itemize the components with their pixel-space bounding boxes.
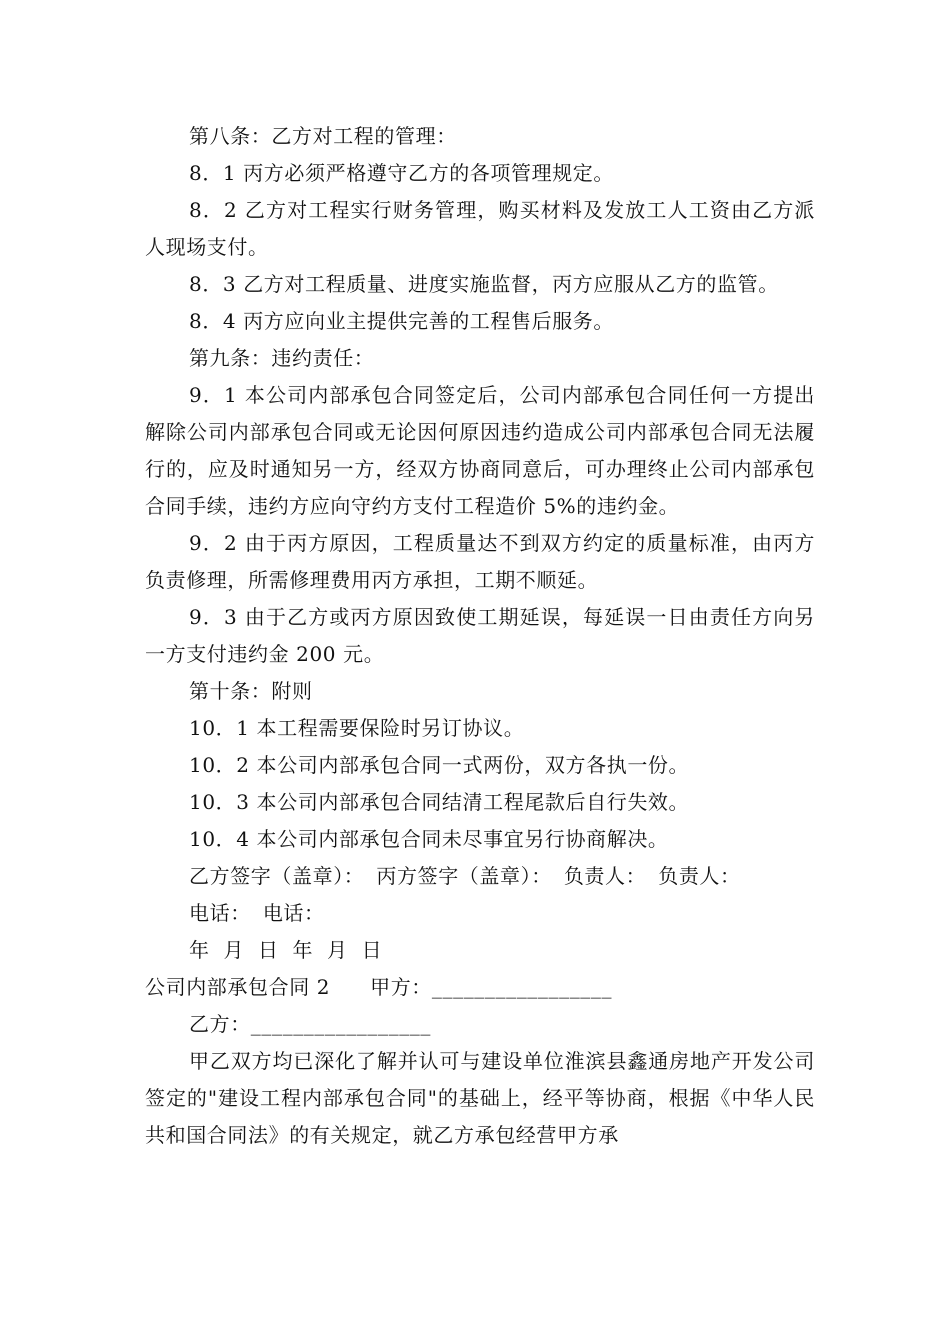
article-9-heading: 第九条：违约责任： (189, 346, 375, 370)
clause-9-2: 9．2 由于丙方原因，工程质量达不到双方约定的质量标准，由丙方负责修理，所需修理费用丙方承担，工期不顺延。 (145, 531, 815, 592)
clause-10-2: 10．2 本公司内部承包合同一式两份，双方各执一份。 (189, 753, 690, 777)
responsible-label-1: 负责人： (563, 864, 647, 888)
responsible-label-2: 负责人： (658, 864, 741, 888)
yi-signature-label: 乙方签字（盖章）： (189, 864, 365, 888)
party-a-field: 甲方：_________________ (370, 975, 613, 999)
phone-line (145, 895, 815, 932)
clause-9-3: 9．3 由于乙方或丙方原因致使工期延误，每延误一日由责任方向另一方支付违约金 200 元。 (145, 605, 815, 666)
contract-2-intro: 甲乙双方均已深化了解并认可与建设单位淮滨县鑫通房地产开发公司签定的"建设工程内部承包合同"的基础上，经平等协商，根据《中华人民共和国合同法》的有关规定，就乙方承包经营甲方承 (145, 1049, 815, 1147)
clause-10-3: 10．3 本公司内部承包合同结清工程尾款后自行失效。 (189, 790, 690, 814)
clause-8-3: 8．3 乙方对工程质量、进度实施监督，丙方应服从乙方的监管。 (189, 272, 779, 296)
signature-line (145, 858, 815, 895)
party-b-field: 乙方：_________________ (189, 1012, 431, 1036)
clause-8-4: 8．4 丙方应向业主提供完善的工程售后服务。 (189, 309, 615, 333)
contract-body (145, 118, 815, 1154)
phone-label-1: 电话： (189, 901, 251, 925)
date-line: 年 月 日 年 月 日 (189, 938, 383, 962)
clause-10-4: 10．4 本公司内部承包合同未尽事宜另行协商解决。 (189, 827, 669, 851)
article-8-heading: 第八条：乙方对工程的管理： (189, 124, 457, 148)
bing-signature-label: 丙方签字（盖章）： (376, 864, 552, 888)
clause-9-1: 9．1 本公司内部承包合同签定后，公司内部承包合同任何一方提出解除公司内部承包合同或无论因何原因违约造成公司内部承包合同无法履行的，应及时通知另一方，经双方协商同意后，可办理终止公司内部承包合同手续，违约方应向守约方支付工程造价 5%的违约金。 (145, 383, 815, 518)
clause-8-2: 8．2 乙方对工程实行财务管理，购买材料及发放工人工资由乙方派人现场支付。 (145, 198, 815, 259)
article-10-heading: 第十条：附则 (189, 679, 313, 703)
contract-2-title: 公司内部承包合同 2 (145, 975, 331, 999)
contract-2-header (145, 969, 815, 1006)
phone-label-2: 电话： (262, 901, 325, 925)
clause-10-1: 10．1 本工程需要保险时另订协议。 (189, 716, 525, 740)
clause-8-1: 8．1 丙方必须严格遵守乙方的各项管理规定。 (189, 161, 615, 185)
